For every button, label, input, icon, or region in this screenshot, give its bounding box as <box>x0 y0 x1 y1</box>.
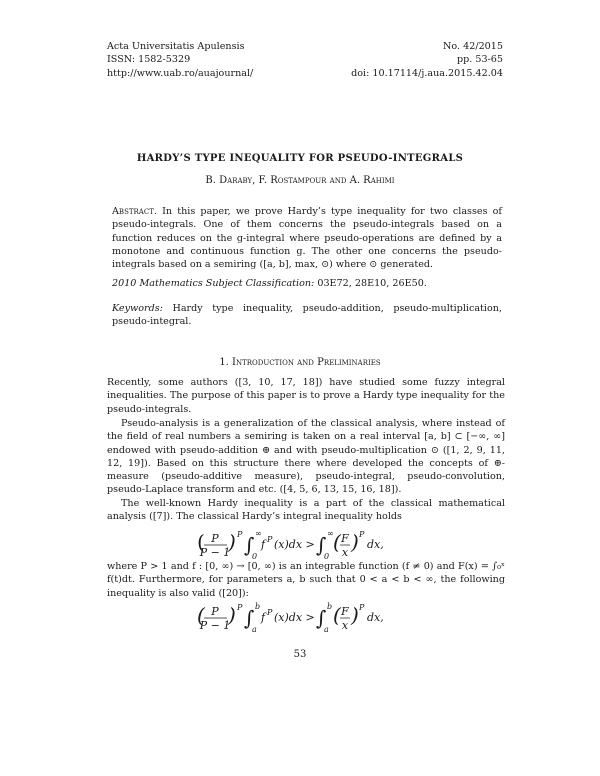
page-range: pp. 53-65 <box>456 54 503 66</box>
left-paren-2: ( <box>333 530 341 554</box>
eq2-lower2: a <box>324 625 329 634</box>
page-number: 53 <box>293 649 307 660</box>
paper-title: HARDY’S TYPE INEQUALITY FOR PSEUDO-INTEGRALS <box>136 153 464 164</box>
left-paren-2: ( <box>333 603 341 627</box>
right-paren: ) <box>228 530 236 554</box>
right-paren: ) <box>228 603 236 627</box>
eq2-num: P <box>211 605 219 618</box>
eq2-den2: x <box>341 619 349 632</box>
eq1-upper2: ∞ <box>327 529 334 538</box>
authors: B. Daraby, F. Rostampour and A. Rahimi <box>205 175 395 186</box>
eq2-den: P − 1 <box>199 619 231 632</box>
eq2-tail1: (x)dx > <box>274 611 315 624</box>
eq1-lower1: 0 <box>252 552 258 561</box>
journal-name: Acta Universitatis Apulensis <box>107 41 245 52</box>
eq1-tail1: (x)dx > <box>274 538 315 551</box>
eq1-tail2: dx, <box>367 538 384 551</box>
left-paren: ( <box>197 530 205 554</box>
eq1-exp: P <box>237 530 243 539</box>
eq1-num2: F <box>341 532 349 545</box>
eq1-integrand: f <box>261 538 266 551</box>
eq2-num2: F <box>341 605 349 618</box>
issue-number: No. 42/2015 <box>443 41 503 52</box>
eq1-upper1: ∞ <box>255 529 262 538</box>
integral-sign-2: ∫ <box>316 533 327 557</box>
keywords <box>112 302 502 329</box>
eq2-tail2: dx, <box>367 611 384 624</box>
abstract-text: In this paper, we prove Hardy’s type inequality for two classes of pseudo-integrals. One of them concerns the pseudo-integrals based on a function reduces on the g-integral where pseudo-operations are defined by a monotone and continuous function g. The other one concerns the pseudo-integrals based on a semiring ([a, b], max, ⊙) where ⊙ generated. <box>112 206 502 271</box>
integral-sign-2: ∫ <box>316 606 327 630</box>
eq2-upper2: b <box>327 602 333 611</box>
eq1-exp1: P <box>267 535 273 544</box>
integral-sign: ∫ <box>244 606 255 630</box>
header-right <box>351 40 503 80</box>
eq1-den: P − 1 <box>199 546 231 559</box>
msc-codes: 03E72, 28E10, 26E50. <box>317 278 427 289</box>
eq2-integrand: f <box>261 611 266 624</box>
eq2-upper1: b <box>255 602 261 611</box>
keywords-label: Keywords: <box>112 303 163 314</box>
abstract-label: Abstract. <box>112 206 157 217</box>
equation-1-svg <box>107 528 505 562</box>
right-paren-2: ) <box>351 603 359 627</box>
eq2-exp1: P <box>267 608 273 617</box>
integral-sign: ∫ <box>244 533 255 557</box>
keywords-text: Hardy type inequality, pseudo-addition, pseudo-multiplication, pseudo-integral. <box>112 303 502 328</box>
msc-classification <box>112 277 502 290</box>
hardy-inequality-equation <box>107 528 505 562</box>
section-heading: 1. Introduction and Preliminaries <box>219 357 381 368</box>
left-paren: ( <box>197 603 205 627</box>
eq2-exp: P <box>237 603 243 612</box>
eq2-lower1: a <box>252 625 257 634</box>
issn: ISSN: 1582-5329 <box>107 54 191 66</box>
bounded-hardy-inequality-equation <box>107 601 505 635</box>
equation-2-svg <box>107 601 505 635</box>
eq2-exp2: P <box>359 603 365 612</box>
paragraph-2: Pseudo-analysis is a generalization of the classical analysis, where instead of the field of real numbers a semiring is taken on a real interval [a, b] ⊂ [−∞, ∞] endowed with pseudo-addition ⊕ and with pseudo-multiplication ⊙ ([1, 2, 9, 11, 12, 19]). Based on this structure there where developed the concepts of ⊕-measure (pseudo-additive measure), pseudo-integral, pseudo-convolution, pseudo-Laplace transform and etc. ([4, 5, 6, 13, 15, 16, 18]). <box>107 418 505 496</box>
right-paren-2: ) <box>351 530 359 554</box>
journal-url[interactable]: http://www.uab.ro/auajournal/ <box>107 67 254 79</box>
header-left <box>107 40 253 80</box>
eq1-num: P <box>211 532 219 545</box>
eq1-den2: x <box>341 546 349 559</box>
paragraph-1: Recently, some authors ([3, 10, 17, 18]) have studied some fuzzy integral inequalities. The purpose of this paper is to prove a Hardy type inequality for the pseudo-integrals. <box>107 377 505 415</box>
paragraph-3: The well-known Hardy inequality is a part of the classical mathematical analysis ([7]). The classical Hardy’s integral inequality holds <box>107 498 505 523</box>
eq1-exp2: P <box>359 530 365 539</box>
eq1-lower2: 0 <box>324 552 330 561</box>
paragraph-4: where P > 1 and f : [0, ∞) → [0, ∞) is an integrable function (f ≠ 0) and F(x) = ∫₀ˣ f(t)dt. Furthermore, for parameters a, b such that 0 < a < b < ∞, the following inequality is also valid ([20]): <box>107 561 505 599</box>
abstract <box>112 205 502 271</box>
doi[interactable]: doi: 10.17114/j.aua.2015.42.04 <box>351 67 503 79</box>
msc-label: 2010 Mathematics Subject Classification: <box>112 278 315 289</box>
